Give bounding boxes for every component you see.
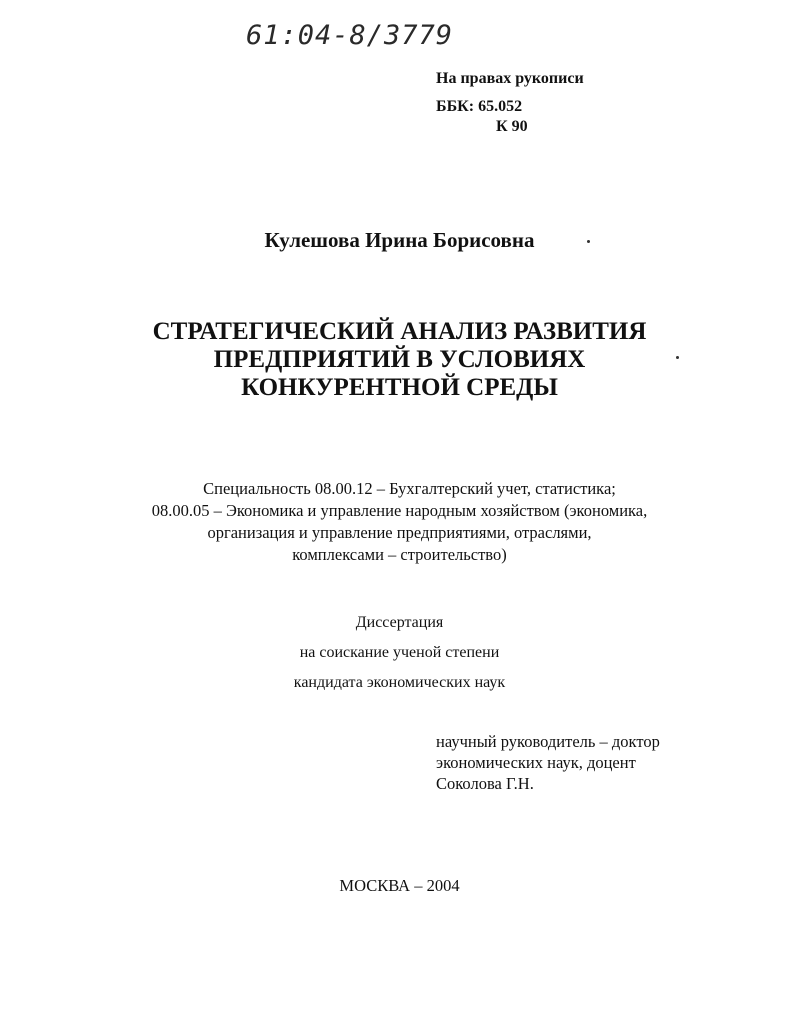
specialty-line-3: организация и управление предприятиями, отраслями, <box>207 523 592 542</box>
author-name: Кулешова Ирина Борисовна <box>264 228 535 252</box>
supervisor-name: Соколова Г.Н. <box>436 774 534 793</box>
city-year: МОСКВА – 2004 <box>339 876 460 895</box>
degree-purpose: на соискание ученой степени <box>299 644 500 661</box>
specialty-line-4: комплексами – строительство) <box>292 545 507 564</box>
degree-field: кандидата экономических наук <box>293 674 506 691</box>
rights-notice: На правах рукописи <box>436 70 584 87</box>
specialty-line-1: Специальность 08.00.12 – Бухгалтерский учет, статистика; <box>203 479 616 498</box>
title-line-2: ПРЕДПРИЯТИЙ В УСЛОВИЯХ <box>213 346 586 373</box>
supervisor-line-1: научный руководитель – доктор <box>436 732 660 751</box>
title-line-3: КОНКУРЕНТНОЙ СРЕДЫ <box>241 374 558 401</box>
dissertation-title <box>0 318 799 402</box>
specialty-block <box>0 478 799 566</box>
specialty-line-2: 08.00.05 – Экономика и управление народным хозяйством (экономика, <box>151 501 648 520</box>
title-line-1: СТРАТЕГИЧЕСКИЙ АНАЛИЗ РАЗВИТИЯ <box>152 318 647 345</box>
supervisor-line-2: экономических наук, доцент <box>436 753 636 772</box>
bbk-author-code: К 90 <box>496 118 528 135</box>
scan-speck <box>587 240 590 243</box>
degree-type: Диссертация <box>355 614 444 631</box>
bbk-classification: ББК: 65.052 <box>436 98 523 115</box>
supervisor-block <box>436 731 660 794</box>
archive-stamp: 61:04-8/3779 <box>246 20 454 51</box>
